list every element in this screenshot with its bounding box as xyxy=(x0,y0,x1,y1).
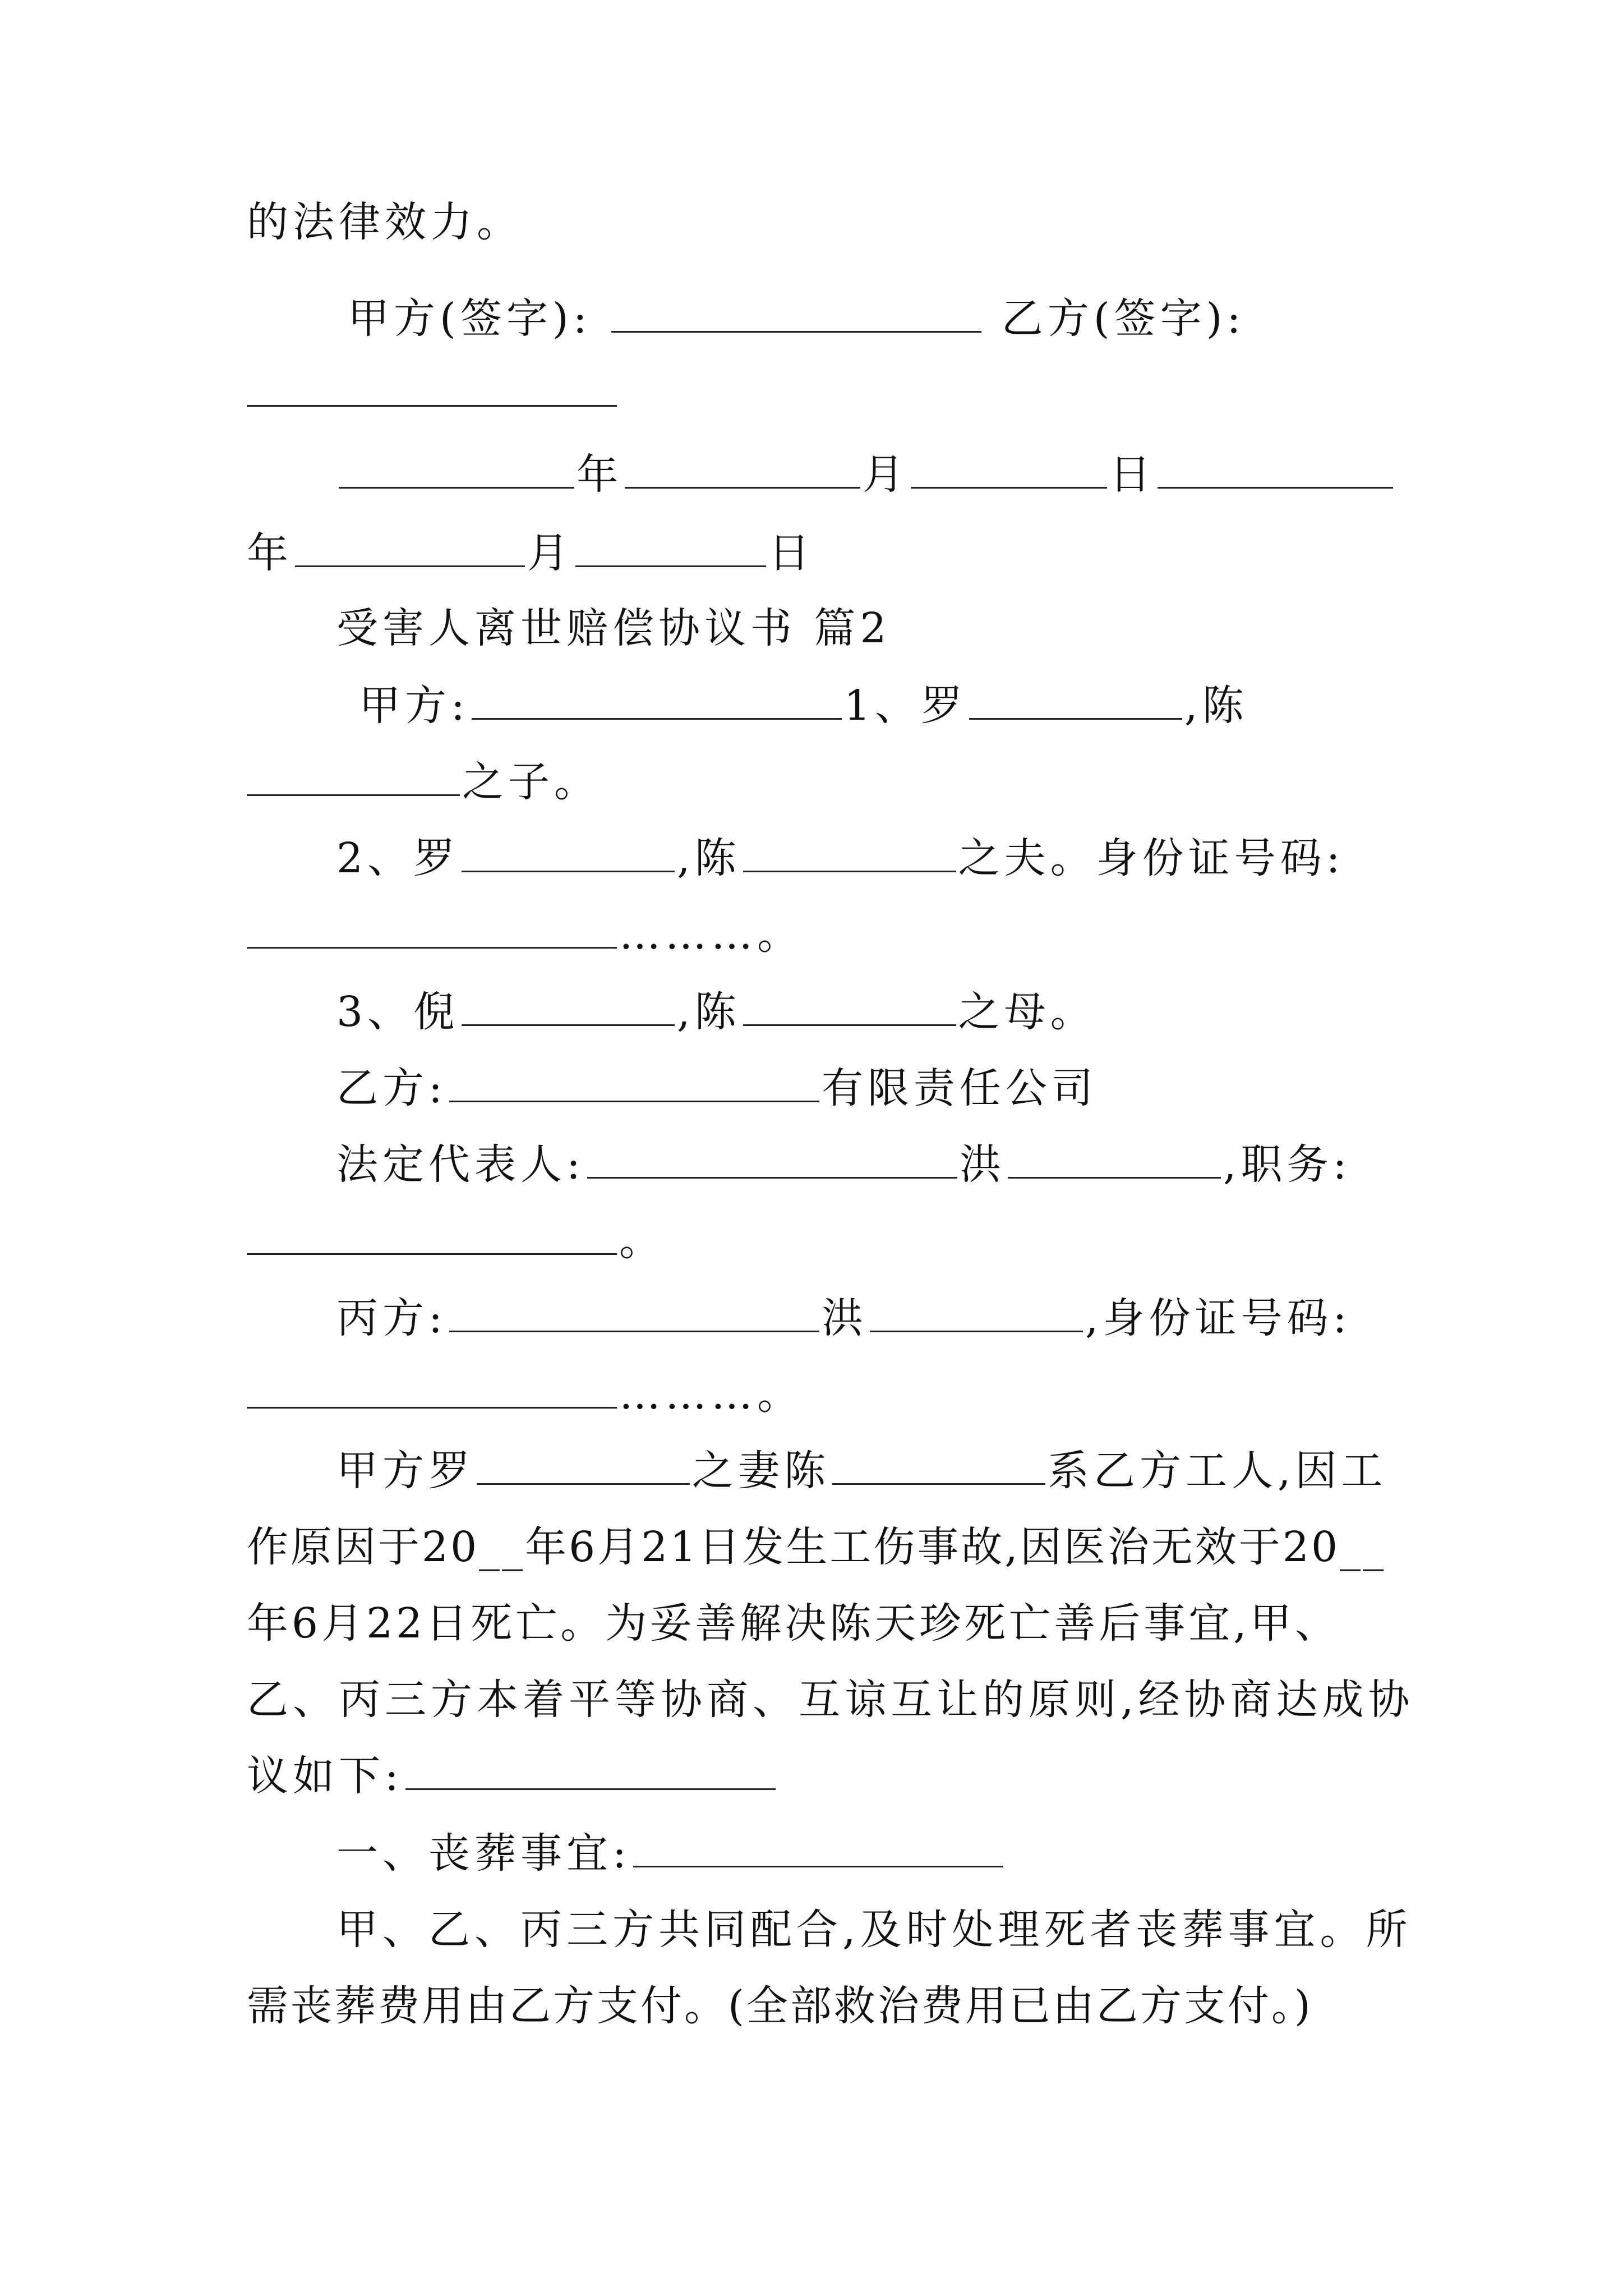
text-fragment: ,陈 xyxy=(1184,682,1248,730)
paragraph-line xyxy=(247,1590,1340,1657)
text-fragment: 系乙方工人,因工 xyxy=(1048,1447,1387,1495)
text-fragment: ,职务: xyxy=(1223,1140,1352,1189)
party-b-signature-blank xyxy=(247,370,617,407)
month-label: 月 xyxy=(527,529,573,577)
text-blank xyxy=(247,760,460,796)
text-blank xyxy=(743,990,956,1026)
party-b-label: 乙方: xyxy=(336,1064,447,1112)
text-fragment: 之母。 xyxy=(958,988,1096,1036)
text-blank xyxy=(587,1142,957,1179)
text-line xyxy=(247,1207,665,1274)
text-fragment: ………。 xyxy=(619,910,803,959)
year-label: 年 xyxy=(247,529,293,577)
text-line xyxy=(336,825,1345,892)
text-fragment: 3、倪 xyxy=(336,988,460,1036)
text-blank xyxy=(743,836,956,872)
text-fragment: 。 xyxy=(619,1217,665,1265)
party-a-signature-blank xyxy=(611,296,981,333)
text-blank xyxy=(462,836,675,872)
text-blank xyxy=(832,1448,1045,1485)
text-blank xyxy=(405,1754,776,1790)
legal-representative-line xyxy=(336,1131,1351,1198)
party-b-line xyxy=(336,1055,1098,1122)
text-fragment: 之子。 xyxy=(462,758,600,806)
paragraph-line xyxy=(247,1666,1414,1733)
text-blank xyxy=(1008,1142,1221,1179)
paragraph-line xyxy=(336,1896,1412,1963)
text-line xyxy=(247,748,600,816)
party-c-line xyxy=(336,1285,1351,1352)
party-c-label: 丙方: xyxy=(336,1294,447,1342)
text-fragment: 甲、乙、丙三方共同配合,及时处理死者丧葬事宜。所 xyxy=(336,1906,1412,1954)
section-heading xyxy=(336,595,891,662)
signature-line-continued xyxy=(247,359,619,426)
day-label: 日 xyxy=(1109,450,1155,499)
year-blank xyxy=(339,452,574,489)
party-a-line xyxy=(359,672,1248,739)
text-fragment: ,陈 xyxy=(677,988,741,1036)
text-fragment: 洪 xyxy=(821,1294,868,1342)
text-fragment: 2、罗 xyxy=(336,834,460,882)
paragraph-line xyxy=(247,1513,1386,1581)
text-line xyxy=(247,1361,803,1428)
text-blank xyxy=(870,1296,1083,1332)
text-fragment: 议如下: xyxy=(247,1752,403,1800)
text-line xyxy=(247,188,523,256)
line-text: 的法律效力。 xyxy=(247,198,523,246)
text-fragment: ,陈 xyxy=(677,834,741,882)
text-fragment: 乙、丙三方本着平等协商、互谅互让的原则,经协商达成协 xyxy=(247,1676,1414,1724)
party-b-signature-label: 乙方(签字): xyxy=(1001,295,1246,343)
paragraph-line xyxy=(247,1742,778,1810)
text-fragment: 作原因于20__年6月21日发生工伤事故,因医治无效于20__ xyxy=(247,1523,1386,1571)
signature-line xyxy=(348,285,1245,352)
text-fragment: 一、丧葬事宜: xyxy=(336,1829,631,1878)
section-line xyxy=(336,1820,1006,1887)
text-fragment: 法定代表人: xyxy=(336,1140,585,1189)
year-label: 年 xyxy=(577,450,623,499)
text-blank xyxy=(969,683,1182,720)
paragraph-line xyxy=(336,1437,1387,1504)
party-a-label: 甲方: xyxy=(359,682,469,730)
text-blank xyxy=(472,683,842,720)
text-fragment: ………。 xyxy=(619,1370,803,1419)
date-line xyxy=(247,519,814,587)
text-fragment: 甲方罗 xyxy=(336,1447,474,1495)
text-fragment: 之妻陈 xyxy=(692,1447,830,1495)
text-fragment: 1、罗 xyxy=(843,682,967,730)
month-label: 月 xyxy=(863,450,909,499)
day-blank xyxy=(911,452,1107,489)
day-blank xyxy=(575,531,766,567)
text-fragment: 有限责任公司 xyxy=(821,1064,1098,1112)
company-blank xyxy=(449,1066,819,1102)
date-line xyxy=(336,441,1395,508)
id-number-blank xyxy=(247,912,617,949)
text-line xyxy=(247,901,803,968)
party-a-signature-label: 甲方(签字): xyxy=(348,295,592,343)
text-blank xyxy=(633,1831,1003,1867)
id-number-blank xyxy=(247,1372,617,1409)
text-blank xyxy=(449,1296,819,1332)
paragraph-line xyxy=(247,1972,1313,2040)
day-label: 日 xyxy=(768,529,814,577)
month-blank xyxy=(625,452,860,489)
text-blank xyxy=(462,990,675,1026)
heading-text: 受害人离世赔偿协议书 篇2 xyxy=(336,604,891,652)
text-blank xyxy=(477,1448,690,1485)
position-blank xyxy=(247,1218,617,1255)
text-line xyxy=(336,978,1096,1046)
text-fragment: 年6月22日死亡。为妥善解决陈天珍死亡善后事宜,甲、 xyxy=(247,1599,1340,1648)
year-blank xyxy=(1158,452,1393,489)
text-fragment: ,身份证号码: xyxy=(1085,1294,1352,1342)
text-fragment: 洪 xyxy=(959,1140,1006,1189)
month-blank xyxy=(295,531,525,567)
text-fragment: 之夫。身份证号码: xyxy=(958,834,1345,882)
text-fragment: 需丧葬费用由乙方支付。(全部救治费用已由乙方支付。) xyxy=(247,1982,1313,2030)
